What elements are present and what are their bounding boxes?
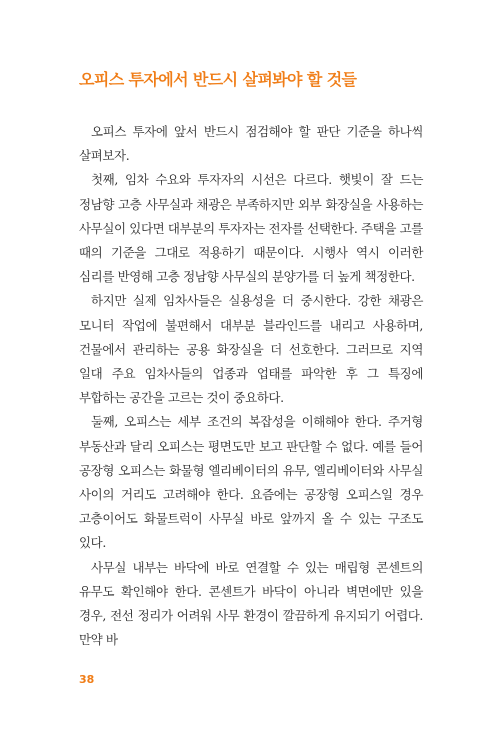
paragraph: 하지만 실제 임차사들은 실용성을 더 중시한다. 강한 채광은 모니터 작업에 불편해서 대부분 블라인드를 내리고 사용하며, 건물에서 관리하는 공용 화장실을 더 선호한다. 그러므로 지역 일대 주요 임차사들의 업종과 업태를 파악한 후 그 특징에 부합하는 공간을 고르는 것이 중요하다. — [79, 293, 423, 406]
body-text — [79, 120, 423, 652]
paragraph: 첫째, 임차 수요와 투자자의 시선은 다르다. 햇빛이 잘 드는 정남향 고층 사무실과 채광은 부족하지만 외부 화장실을 사용하는 사무실이 있다면 대부분의 투자자는 전자를 선택한다. 주택을 고를 때의 기준을 그대로 적용하기 때문이다. 시행사 역시 이러한 심리를 반영해 고층 정남향 사무실의 분양가를 더 높게 책정한다. — [79, 172, 423, 285]
section-title: 오피스 투자에서 반드시 살펴봐야 할 것들 — [79, 70, 357, 89]
paragraph: 사무실 내부는 바닥에 바로 연결할 수 있는 매립형 콘센트의 유무도 확인해야 한다. 콘센트가 바닥이 아니라 벽면에만 있을 경우, 전선 정리가 어려워 사무 환경이 깔끔하게 유지되기 어렵다. 만약 바 — [79, 559, 423, 648]
paragraph: 둘째, 오피스는 세부 조건의 복잡성을 이해해야 한다. 주거형 부동산과 달리 오피스는 평면도만 보고 판단할 수 없다. 예를 들어 공장형 오피스는 화물형 엘리베이터의 유무, 엘리베이터와 사무실 사이의 거리도 고려해야 한다. 요즘에는 공장형 오피스일 경우 고층이어도 화물트럭이 사무실 바로 앞까지 올 수 있는 구조도 있다. — [79, 414, 423, 551]
paragraph: 오피스 투자에 앞서 반드시 점검해야 할 판단 기준을 하나씩 살펴보자. — [79, 124, 423, 164]
page-number: 38 — [79, 673, 95, 686]
